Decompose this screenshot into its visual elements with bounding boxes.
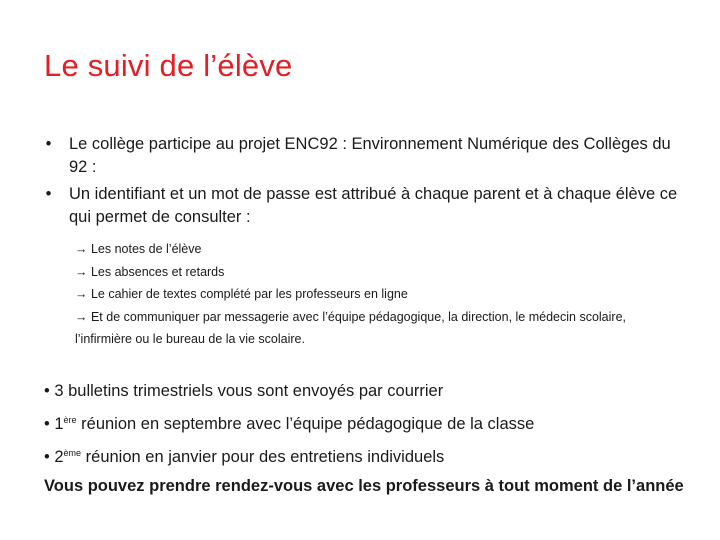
closing-note: Vous pouvez prendre rendez-vous avec les professeurs à tout moment de l’année [44,477,684,495]
bullet-text: Un identifiant et un mot de passe est attribué à chaque parent et à chaque élève ce qui permet de consulter : [69,185,678,226]
bullet-item [28,133,688,179]
info-block [44,377,684,501]
reunion-2-text: réunion en janvier pour des entretiens individuels [81,448,445,466]
reunion-2-prefix: • 2 [44,448,64,466]
consult-item-absences: → Les absences et retards [75,264,225,279]
consult-item-messagerie: → Et de communiquer par messagerie avec l’équipe pédagogique, la direction, le médecin scolaire, l’infirmière ou le bureau de la vie scolaire. [75,309,627,346]
bullet-marker: • [45,185,52,203]
info-reunion-2 [44,439,674,472]
info-reunion-1 [44,406,674,439]
consult-item-notes: → Les notes de l’élève [75,242,202,256]
consult-list [75,238,685,351]
bullet-text: Le collège participe au projet ENC92 : Environnement Numérique des Collèges du 92 : [69,135,671,176]
consult-item-cahier: → Le cahier de textes complété par les professeurs en ligne [75,287,408,301]
slide-title: Le suivi de l’élève [44,48,293,83]
reunion-1-sup: ère [63,415,77,425]
bullet-marker: • [45,135,52,153]
reunion-1-prefix: • 1 [44,415,64,433]
bullet-item [28,183,688,229]
reunion-1-text: réunion en septembre avec l’équipe pédagogique de la classe [76,415,535,433]
bullet-list [28,133,688,233]
info-bulletins: • 3 bulletins trimestriels vous sont envoyés par courrier [44,382,444,400]
reunion-2-sup: ème [63,448,82,458]
